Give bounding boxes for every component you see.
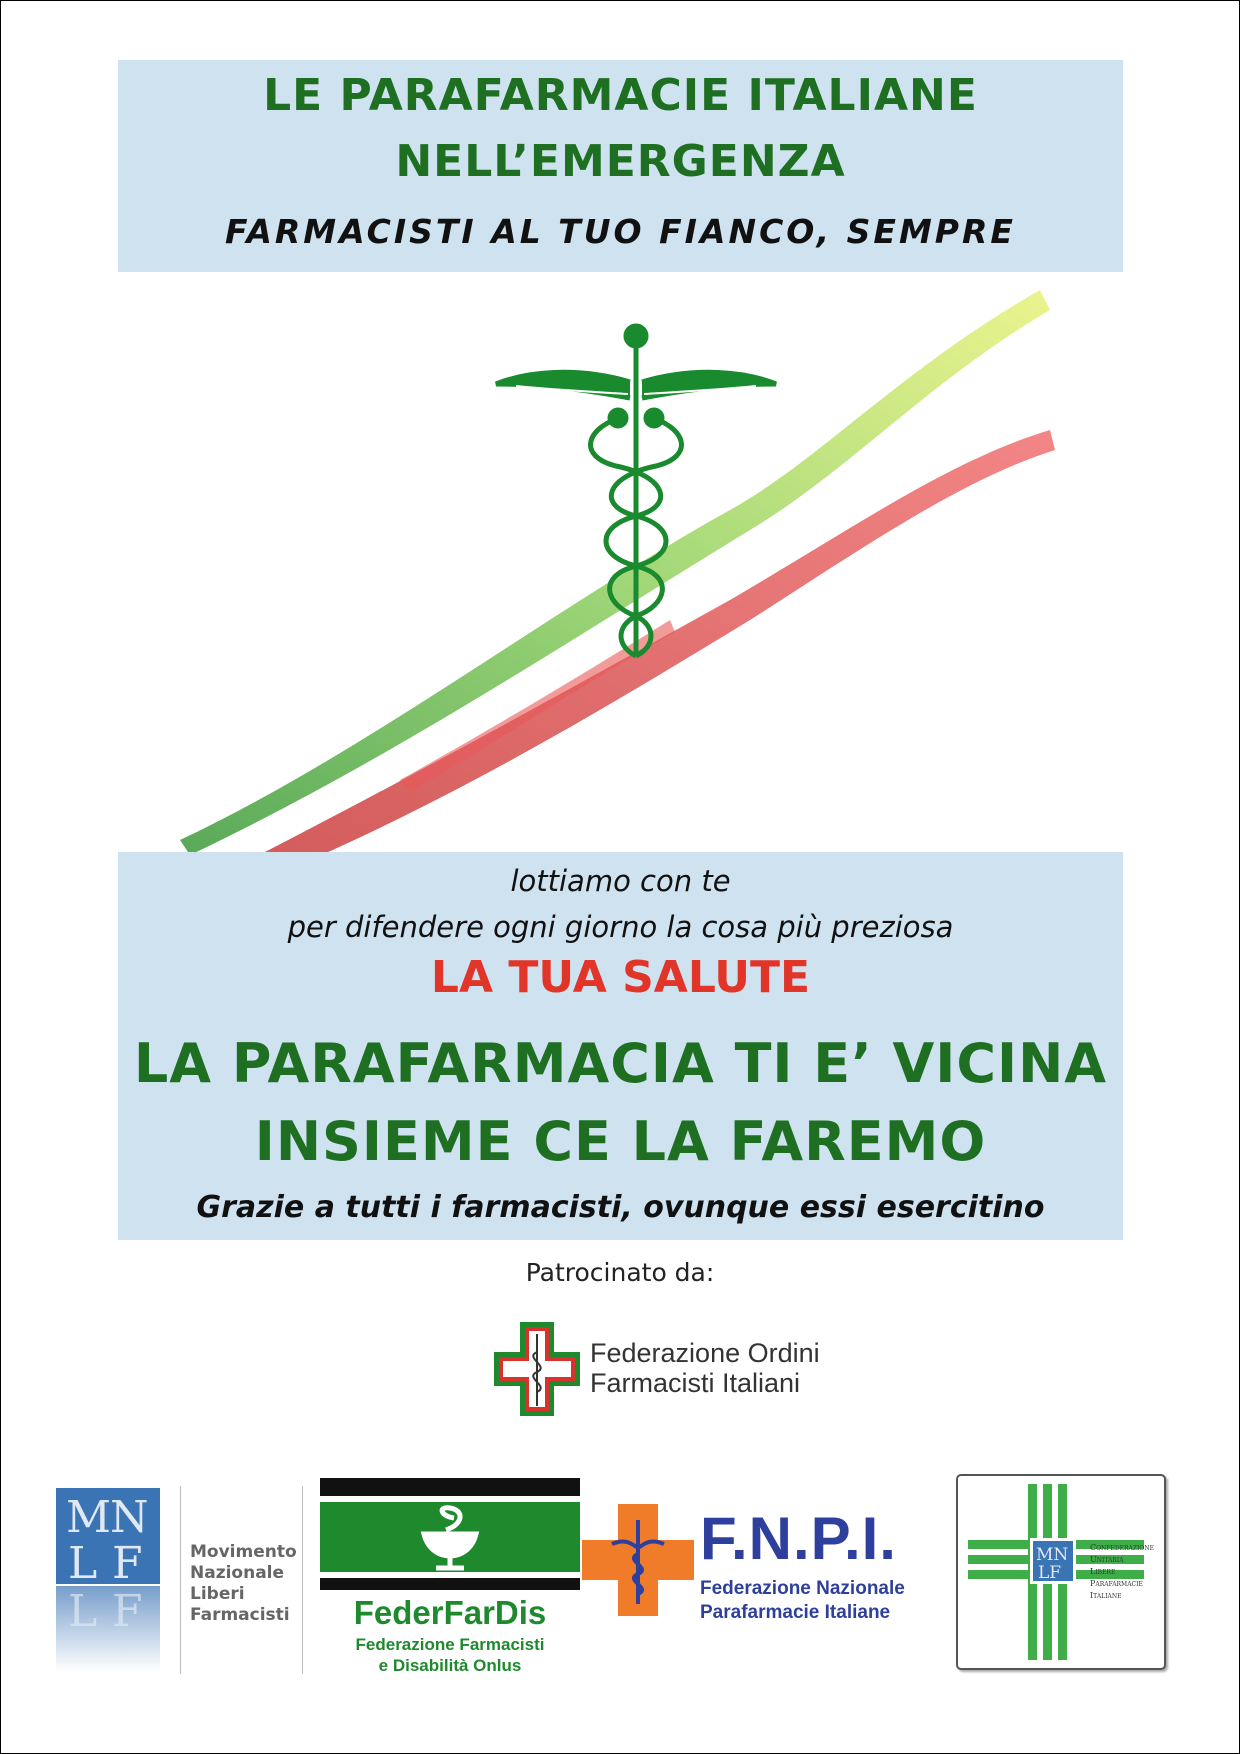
- mnlf-name: [190, 1542, 297, 1626]
- fnpi-sub1: Federazione Nazionale: [700, 1578, 905, 1599]
- fnpi-sub2: Parafarmacie Italiane: [700, 1602, 891, 1623]
- mnlf-monogram: [54, 1486, 162, 1674]
- svg-text:N: N: [110, 1492, 149, 1543]
- mnlf-divider: [180, 1486, 181, 1674]
- svg-text:F: F: [112, 1538, 143, 1589]
- mnlf-line2: Nazionale: [190, 1563, 285, 1583]
- mnlf-logo: [54, 1486, 304, 1674]
- mnlf-divider-right: [302, 1486, 303, 1674]
- message-line2: per difendere ogni giorno la cosa più preziosa: [287, 910, 954, 944]
- federfardis-logo: [320, 1478, 580, 1678]
- mnlf-line1: Movimento: [190, 1542, 297, 1562]
- header-subtitle: FARMACISTI AL TUO FIANCO, SEMPRE: [225, 212, 1016, 251]
- flag-caduceus-artwork: [170, 280, 1070, 920]
- federfardis-name: FederFarDis: [353, 1594, 547, 1631]
- message-panel: [118, 852, 1123, 1240]
- fofi-logo: [494, 1322, 824, 1416]
- green-brush-stroke: [180, 290, 1050, 855]
- svg-text:M: M: [66, 1492, 112, 1543]
- highlight-text: LA TUA SALUTE: [430, 952, 811, 1003]
- fnpi-logo: [582, 1504, 942, 1624]
- mnlf-line4: Farmacisti: [190, 1605, 290, 1625]
- svg-text:F: F: [112, 1586, 143, 1637]
- header-panel: [118, 60, 1123, 272]
- fofi-line1: Federazione Ordini: [590, 1338, 820, 1368]
- thanks-text: Grazie a tutti i farmacisti, ovunque essi esercitino: [196, 1190, 1045, 1225]
- svg-text:L: L: [68, 1586, 98, 1637]
- svg-text:LF: LF: [1038, 1563, 1062, 1583]
- fnpi-title: F.N.P.I.: [700, 1505, 897, 1572]
- cuplf-line1: Confederazione: [1090, 1543, 1154, 1552]
- federfardis-flag: [320, 1478, 580, 1590]
- svg-text:MN: MN: [1036, 1545, 1069, 1565]
- fofi-cross-icon: [494, 1322, 580, 1416]
- federfardis-sub1: Federazione Farmacisti: [355, 1635, 545, 1654]
- federfardis-sub2: e Disabilità Onlus: [378, 1656, 522, 1675]
- cuplf-line5: Italiane: [1090, 1591, 1122, 1600]
- sponsor-label: Patrocinato da:: [525, 1258, 715, 1287]
- cuplf-line4: Parafarmacie: [1090, 1579, 1143, 1588]
- cuplf-line3: Libere: [1090, 1567, 1116, 1576]
- header-title-line1: LE PARAFARMACIE ITALIANE: [263, 70, 978, 121]
- cuplf-logo: [956, 1474, 1166, 1670]
- message-line1: lottiamo con te: [510, 864, 731, 898]
- cuplf-name: [1090, 1542, 1154, 1602]
- headline-line1: LA PARAFARMACIA TI E’ VICINA: [133, 1032, 1108, 1095]
- mnlf-line3: Liberi: [190, 1584, 245, 1604]
- headline-line2: INSIEME CE LA FAREMO: [254, 1110, 987, 1173]
- fnpi-cross-icon: [582, 1504, 694, 1616]
- header-title-line2: NELL’EMERGENZA: [395, 136, 846, 187]
- fofi-name: [590, 1338, 820, 1398]
- red-brush-stroke: [190, 430, 1055, 905]
- fofi-line2: Farmacisti Italiani: [590, 1368, 801, 1398]
- cuplf-line2: Unitaria: [1090, 1555, 1124, 1564]
- svg-text:L: L: [68, 1538, 98, 1589]
